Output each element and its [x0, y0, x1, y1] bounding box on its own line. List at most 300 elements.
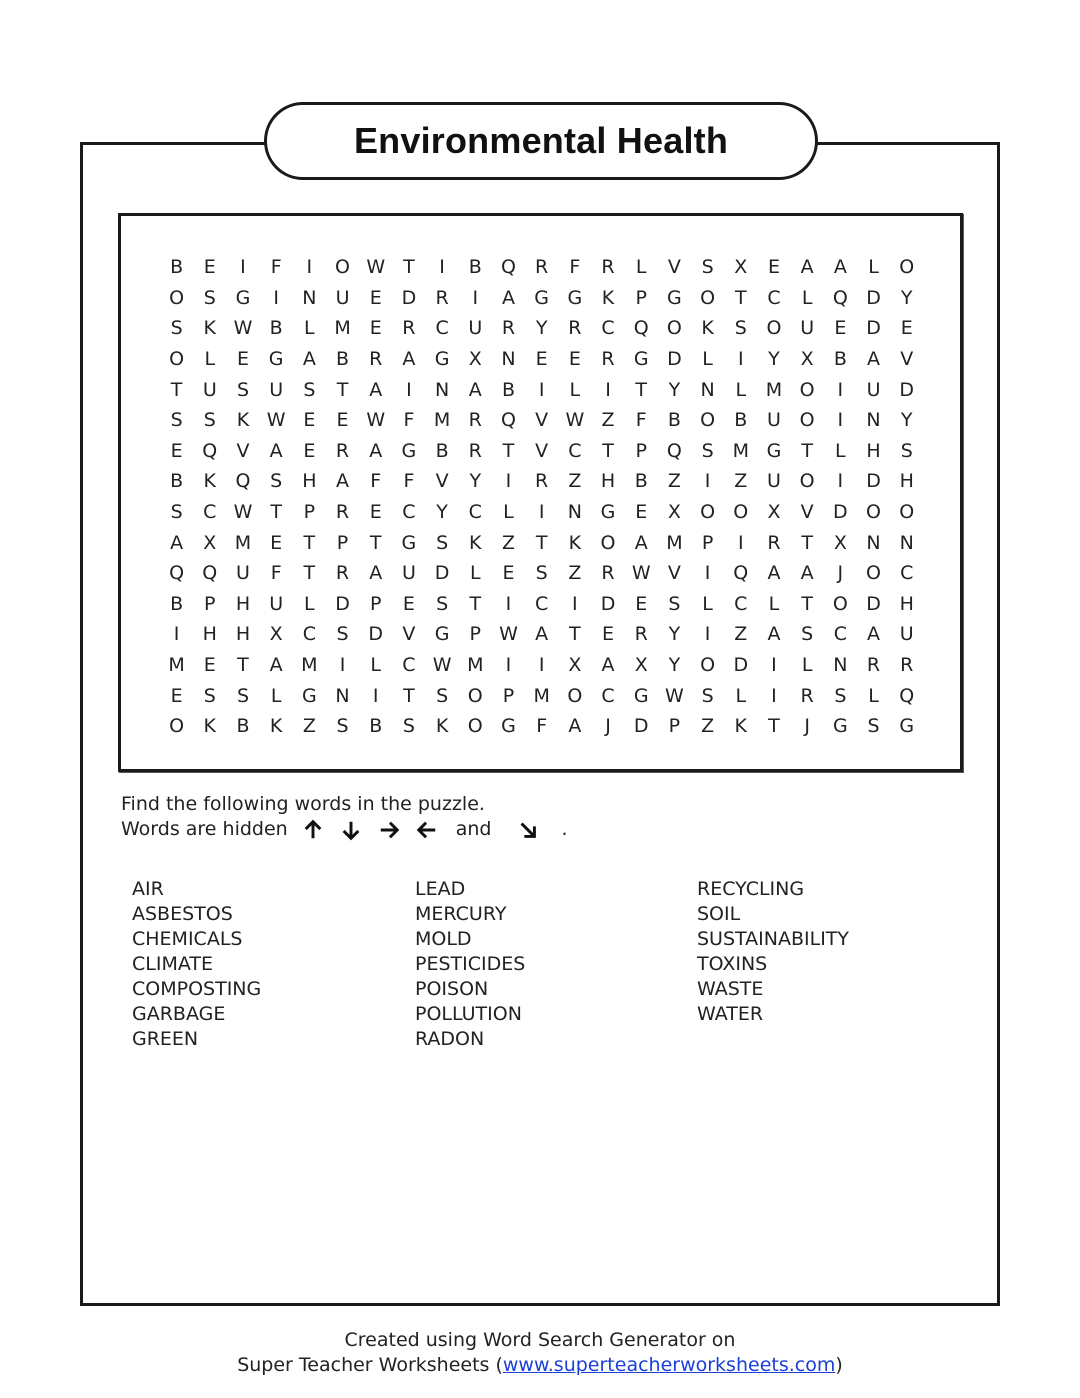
grid-letter: M: [168, 654, 185, 677]
grid-letter: E: [369, 317, 382, 340]
grid-letter: O: [600, 531, 616, 554]
grid-letter: U: [767, 470, 781, 493]
grid-letter: M: [301, 654, 318, 677]
grid-letter: R: [866, 654, 881, 677]
grid-letter: S: [834, 684, 847, 707]
word-list-column-3: [697, 877, 849, 1027]
grid-letter: U: [899, 623, 914, 646]
right-arrow-icon: [370, 819, 408, 841]
grid-letter: V: [535, 409, 549, 432]
grid-letter: I: [538, 501, 545, 524]
grid-letter: B: [170, 470, 184, 493]
grid-letter: H: [235, 623, 251, 646]
grid-letter: B: [269, 317, 283, 340]
grid-letter: H: [202, 623, 217, 646]
grid-letter: O: [169, 286, 185, 309]
grid-letter: Q: [832, 286, 848, 309]
grid-letter: I: [737, 531, 744, 554]
grid-letter: F: [270, 562, 282, 585]
grid-letter: W: [233, 501, 253, 524]
grid-letter: Q: [202, 439, 218, 462]
grid-letter: E: [900, 317, 913, 340]
grid-letter: S: [203, 286, 216, 309]
word-item: POLLUTION: [415, 1003, 522, 1025]
grid-letter: O: [467, 684, 483, 707]
grid-letter: U: [401, 562, 416, 585]
grid-letter: O: [567, 684, 583, 707]
grid-letter: H: [302, 470, 317, 493]
grid-letter: Y: [900, 409, 913, 432]
grid-letter: D: [899, 378, 915, 401]
grid-letter: G: [534, 286, 550, 309]
grid-letter: A: [336, 470, 350, 493]
grid-letter: I: [472, 286, 479, 309]
grid-letter: R: [601, 348, 615, 371]
grid-letter: D: [667, 348, 682, 371]
grid-letter: D: [335, 592, 350, 615]
grid-letter: O: [799, 409, 815, 432]
grid-letter: K: [701, 317, 714, 340]
grid-letter: D: [833, 501, 848, 524]
grid-letter: G: [434, 348, 450, 371]
grid-letter: P: [635, 286, 647, 309]
grid-letter: I: [737, 348, 744, 371]
grid-letter: E: [303, 409, 316, 432]
grid-letter: A: [302, 348, 316, 371]
grid-letter: H: [600, 470, 616, 493]
grid-letter: R: [468, 439, 482, 462]
grid-letter: O: [799, 470, 815, 493]
grid-letter: T: [801, 439, 813, 462]
grid-letter: D: [866, 470, 881, 493]
grid-letter: Q: [235, 470, 251, 493]
grid-letter: A: [468, 378, 482, 401]
grid-letter: E: [170, 684, 183, 707]
grid-letter: Y: [436, 501, 448, 524]
grid-letter: C: [568, 439, 582, 462]
word-item: SUSTAINABILITY: [697, 928, 850, 950]
grid-letter: G: [434, 623, 450, 646]
grid-letter: T: [801, 531, 813, 554]
grid-letter: A: [568, 715, 582, 738]
word-item: LEAD: [415, 878, 466, 900]
grid-letter: E: [203, 654, 216, 677]
grid-letter: K: [734, 715, 748, 738]
grid-letter: S: [801, 623, 814, 646]
grid-letter: L: [702, 348, 713, 371]
grid-letter: T: [237, 654, 249, 677]
grid-letter: B: [501, 378, 515, 401]
grid-letter: I: [605, 378, 611, 401]
grid-letter: F: [370, 470, 382, 493]
grid-letter: M: [533, 684, 550, 707]
grid-letter: S: [203, 684, 216, 707]
grid-letter: J: [605, 715, 611, 738]
grid-letter: G: [766, 439, 782, 462]
grid-letter: S: [701, 439, 714, 462]
grid-letter: I: [273, 286, 279, 309]
grid-letter: O: [766, 317, 782, 340]
grid-letter: A: [501, 286, 515, 309]
left-arrow-icon: [408, 819, 446, 841]
grid-letter: O: [799, 378, 815, 401]
grid-letter: M: [234, 531, 252, 554]
word-item: POISON: [415, 978, 489, 1000]
grid-letter: A: [369, 562, 383, 585]
grid-letter: G: [832, 715, 848, 738]
grid-letter: A: [369, 439, 383, 462]
grid-letter: E: [568, 348, 581, 371]
grid-letter: C: [535, 592, 549, 615]
word-item: WATER: [697, 1003, 764, 1025]
grid-letter: S: [170, 409, 183, 432]
footer-link[interactable]: www.superteacherworksheets.com: [502, 1354, 836, 1376]
grid-letter: K: [203, 470, 217, 493]
grid-letter: T: [369, 531, 382, 554]
grid-letter: V: [667, 562, 681, 585]
grid-letter: A: [800, 562, 814, 585]
grid-letter: H: [899, 470, 914, 493]
grid-letter: Q: [169, 562, 185, 585]
grid-letter: I: [505, 592, 512, 615]
word-list-column-1: [132, 877, 261, 1052]
grid-letter: S: [270, 470, 283, 493]
grid-letter: U: [866, 378, 881, 401]
grid-letter: I: [173, 623, 180, 646]
grid-letter: L: [801, 654, 813, 677]
grid-letter: N: [335, 684, 350, 707]
grid-letter: X: [767, 501, 781, 524]
grid-letter: A: [535, 623, 549, 646]
grid-letter: O: [666, 317, 682, 340]
grid-letter: X: [269, 623, 283, 646]
grid-letter: I: [372, 684, 379, 707]
grid-letter: I: [837, 470, 844, 493]
grid-letter: A: [867, 348, 881, 371]
grid-letter: I: [306, 256, 313, 279]
grid-letter: M: [433, 409, 451, 432]
grid-letter: R: [601, 256, 615, 279]
grid-letter: Y: [535, 317, 548, 340]
grid-letter: I: [240, 256, 246, 279]
grid-letter: W: [499, 623, 518, 646]
grid-letter: E: [502, 562, 515, 585]
grid-letter: H: [866, 439, 881, 462]
word-list-column-2: [415, 877, 525, 1052]
grid-letter: Z: [501, 531, 515, 554]
grid-letter: T: [635, 378, 648, 401]
grid-letter: S: [701, 256, 714, 279]
grid-letter: J: [804, 715, 810, 738]
grid-letter: B: [667, 409, 681, 432]
grid-letter: A: [601, 654, 615, 677]
grid-letter: C: [767, 286, 781, 309]
grid-letter: I: [771, 654, 777, 677]
grid-letter: B: [734, 409, 748, 432]
grid-letter: P: [369, 592, 382, 615]
grid-letter: R: [568, 317, 582, 340]
grid-letter: O: [700, 286, 716, 309]
grid-letter: F: [270, 256, 282, 279]
grid-letter: S: [402, 715, 415, 738]
grid-letter: X: [833, 531, 847, 554]
grid-letter: B: [468, 256, 482, 279]
grid-letter: G: [667, 286, 682, 309]
grid-letter: S: [701, 684, 714, 707]
grid-letter: T: [336, 378, 349, 401]
grid-letter: I: [704, 470, 711, 493]
grid-letter: J: [837, 562, 844, 585]
grid-letter: V: [667, 256, 681, 279]
grid-letter: R: [369, 348, 383, 371]
grid-letter: L: [702, 592, 713, 615]
grid-letter: I: [339, 654, 346, 677]
word-item: WASTE: [697, 978, 764, 1000]
grid-letter: L: [469, 562, 481, 585]
grid-letter: V: [800, 501, 814, 524]
grid-letter: Q: [202, 562, 218, 585]
grid-letter: P: [469, 623, 482, 646]
grid-letter: G: [301, 684, 317, 707]
grid-letter: F: [635, 409, 647, 432]
grid-letter: Y: [768, 348, 780, 371]
grid-letter: X: [667, 501, 681, 524]
grid-letter: W: [565, 409, 585, 432]
grid-letter: U: [767, 409, 781, 432]
grid-letter: I: [837, 409, 844, 432]
grid-letter: S: [303, 378, 316, 401]
and-label: and: [455, 818, 492, 840]
grid-letter: C: [203, 501, 217, 524]
grid-letter: E: [203, 256, 216, 279]
grid-letter: A: [170, 531, 184, 554]
grid-letter: S: [236, 684, 249, 707]
grid-letter: V: [535, 439, 549, 462]
grid-letter: F: [569, 256, 581, 279]
footer: [0, 1328, 1080, 1378]
grid-letter: I: [771, 684, 777, 707]
grid-letter: L: [735, 378, 747, 401]
grid-letter: R: [435, 286, 449, 309]
grid-letter: G: [501, 715, 516, 738]
grid-letter: I: [837, 378, 844, 401]
grid-letter: N: [866, 409, 881, 432]
grid-letter: X: [734, 256, 748, 279]
grid-letter: S: [867, 715, 880, 738]
grid-letter: P: [303, 501, 316, 524]
grid-letter: L: [569, 378, 581, 401]
grid-letter: W: [665, 684, 684, 707]
grid-letter: F: [403, 409, 415, 432]
grid-letter: W: [432, 654, 452, 677]
grid-letter: C: [402, 654, 416, 677]
grid-letter: X: [468, 348, 482, 371]
grid-letter: C: [601, 684, 615, 707]
grid-letter: G: [401, 439, 417, 462]
grid-letter: S: [436, 531, 449, 554]
grid-letter: U: [468, 317, 483, 340]
grid-letter: O: [169, 348, 185, 371]
grid-letter: N: [567, 501, 582, 524]
grid-letter: B: [336, 348, 350, 371]
grid-letter: C: [900, 562, 914, 585]
grid-letter: V: [402, 623, 416, 646]
grid-letter: X: [568, 654, 582, 677]
grid-letter: A: [833, 256, 847, 279]
grid-letter: B: [170, 592, 184, 615]
grid-letter: U: [335, 286, 350, 309]
grid-letter: O: [733, 501, 749, 524]
grid-letter: U: [800, 317, 815, 340]
grid-letter: E: [369, 501, 382, 524]
grid-letter: X: [203, 531, 217, 554]
footer-prefix: Super Teacher Worksheets (: [237, 1354, 503, 1376]
grid-letter: T: [270, 501, 282, 524]
grid-letter: N: [501, 348, 516, 371]
grid-letter: O: [700, 409, 716, 432]
word-item: AIR: [132, 878, 164, 900]
grid-letter: O: [700, 654, 716, 677]
grid-letter: L: [868, 684, 879, 707]
grid-letter: T: [569, 623, 581, 646]
grid-letter: O: [335, 256, 351, 279]
grid-letter: F: [403, 470, 415, 493]
grid-letter: T: [734, 286, 747, 309]
grid-letter: R: [634, 623, 648, 646]
grid-letter: I: [406, 378, 412, 401]
grid-letter: G: [633, 348, 649, 371]
grid-letter: D: [434, 562, 450, 585]
word-item: CLIMATE: [132, 953, 213, 975]
grid-letter: L: [735, 684, 747, 707]
grid-letter: P: [668, 715, 681, 738]
grid-letter: Z: [734, 623, 748, 646]
grid-letter: U: [202, 378, 217, 401]
grid-letter: L: [304, 317, 315, 340]
grid-letter: M: [732, 439, 749, 462]
grid-letter: M: [334, 317, 351, 340]
grid-letter: P: [204, 592, 216, 615]
grid-letter: N: [700, 378, 715, 401]
grid-letter: K: [236, 409, 250, 432]
grid-letter: R: [535, 470, 549, 493]
grid-letter: K: [568, 531, 582, 554]
grid-letter: C: [468, 501, 482, 524]
grid-letter: K: [269, 715, 283, 738]
word-item: GARBAGE: [132, 1003, 226, 1025]
grid-letter: Q: [500, 256, 516, 279]
grid-letter: G: [567, 286, 583, 309]
grid-letter: A: [634, 531, 648, 554]
instructions-line-1: Find the following words in the puzzle.: [121, 793, 485, 815]
grid-letter: L: [204, 348, 216, 371]
grid-letter: I: [439, 256, 445, 279]
grid-letter: L: [868, 256, 879, 279]
grid-letter: Q: [899, 684, 915, 707]
up-arrow-icon: [294, 819, 332, 841]
grid-letter: C: [402, 501, 416, 524]
grid-letter: D: [633, 715, 649, 738]
grid-letter: C: [734, 592, 748, 615]
period-label: .: [561, 818, 568, 840]
grid-letter: D: [401, 286, 417, 309]
grid-letter: N: [302, 286, 317, 309]
grid-letter: O: [832, 592, 848, 615]
grid-letter: S: [336, 623, 349, 646]
grid-letter: O: [700, 501, 716, 524]
grid-letter: T: [469, 592, 482, 615]
grid-letter: I: [505, 654, 512, 677]
grid-letter: T: [403, 256, 415, 279]
grid-letter: S: [236, 378, 249, 401]
grid-letter: Z: [302, 715, 316, 738]
word-item: ASBESTOS: [132, 903, 233, 925]
grid-letter: E: [170, 439, 183, 462]
grid-letter: S: [170, 501, 183, 524]
grid-letter: S: [900, 439, 913, 462]
grid-letter: K: [203, 317, 217, 340]
grid-letter: W: [366, 256, 386, 279]
grid-letter: R: [767, 531, 781, 554]
word-item: SOIL: [697, 903, 741, 925]
footer-suffix: ): [835, 1354, 843, 1376]
grid-letter: T: [303, 531, 316, 554]
grid-letter: I: [704, 623, 711, 646]
grid-letter: K: [203, 715, 217, 738]
grid-letter: A: [369, 378, 383, 401]
grid-letter: T: [602, 439, 614, 462]
grid-letter: E: [402, 592, 415, 615]
grid-letter: P: [502, 684, 515, 707]
grid-letter: S: [436, 684, 449, 707]
grid-letter: R: [335, 562, 350, 585]
grid-letter: Y: [900, 286, 913, 309]
grid-letter: B: [236, 715, 250, 738]
grid-letter: V: [435, 470, 449, 493]
diagonal-down-right-arrow-icon: [509, 819, 547, 841]
grid-letter: G: [633, 684, 649, 707]
grid-letter: O: [169, 715, 185, 738]
grid-letter: Y: [668, 623, 681, 646]
grid-letter: Q: [666, 439, 682, 462]
word-item: COMPOSTING: [132, 978, 262, 1000]
grid-letter: T: [170, 378, 183, 401]
grid-letter: E: [369, 286, 382, 309]
grid-letter: I: [538, 654, 545, 677]
grid-letter: R: [601, 562, 615, 585]
grid-letter: A: [767, 623, 781, 646]
grid-letter: G: [600, 501, 616, 524]
grid-letter: O: [866, 562, 882, 585]
grid-letter: U: [236, 562, 250, 585]
grid-letter: T: [502, 439, 515, 462]
grid-letter: O: [899, 501, 915, 524]
grid-letter: B: [833, 348, 847, 371]
grid-letter: G: [235, 286, 251, 309]
letter-grid: [160, 252, 923, 742]
instructions: [121, 792, 568, 842]
grid-letter: L: [370, 654, 382, 677]
grid-letter: M: [467, 654, 484, 677]
grid-letter: I: [505, 470, 512, 493]
grid-letter: P: [701, 531, 714, 554]
grid-letter: W: [366, 409, 386, 432]
grid-letter: W: [631, 562, 651, 585]
grid-letter: C: [302, 623, 316, 646]
grid-letter: Z: [568, 470, 582, 493]
grid-letter: R: [535, 256, 549, 279]
grid-letter: Z: [601, 409, 615, 432]
